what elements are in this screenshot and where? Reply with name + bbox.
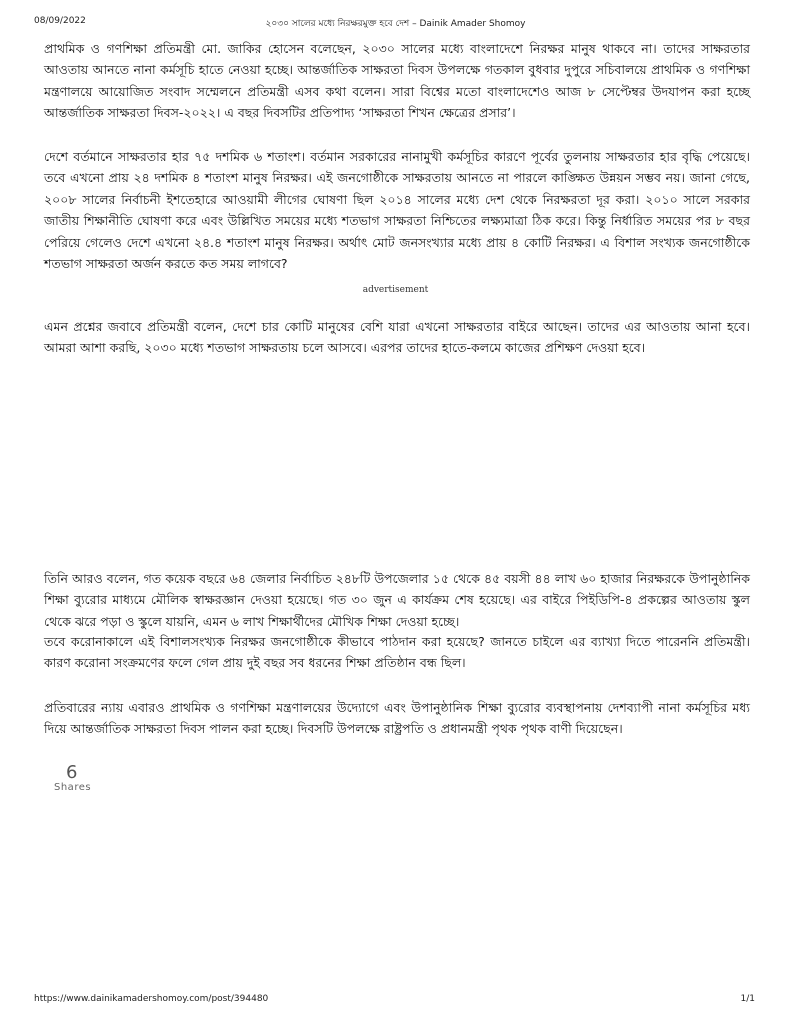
article-paragraph-1: প্রাথমিক ও গণশিক্ষা প্রতিমন্ত্রী মো. জাকির হোসেন বলেছেন, ২০৩০ সালের মধ্যে বাংলাদেশে নিরক্ষর মানুষ থাকবে না। তাদের সাক্ষরতার আওতায় আনতে নানা কর্মসূচি হাতে নেওয়া হচ্ছে। আন্তর্জাতিক সাক্ষরতা দিবস উপলক্ষে গতকাল বুধবার দুপুরে সচিবালয়ে প্রাথমিক ও গণশিক্ষা মন্ত্রণালয়ে আয়োজিত সংবাদ সম্মেলনে প্রতিমন্ত্রী এসব কথা বলেন। সারা বিশ্বের মতো বাংলাদেশেও আজ ৮ সেপ্টেম্বর উদযাপন করা হচ্ছে আন্তর্জাতিক সাক্ষরতা দিবস-২০২২। এ বছর দিবসটির প্রতিপাদ্য ‘সাক্ষরতা শিখন ক্ষেত্রের প্রসার’। [44,41,750,121]
page-title: ২০৩০ সালের মধ্যে নিরক্ষরমুক্ত হবে দেশ – Dainik Amader Shomoy [265,19,526,29]
article-paragraph-6: প্রতিবারের ন্যায় এবারও প্রাথমিক ও গণশিক্ষা মন্ত্রণালয়ের উদ্যোগে এবং উপানুষ্ঠানিক শিক্ষা ব্যুরোর ব্যবস্থাপনায় দেশব্যাপী নানা কর্মসূচির মধ্য দিয়ে আন্তর্জাতিক সাক্ষরতা দিবস পালন করা হচ্ছে। দিবসটি উপলক্ষে রাষ্ট্রপতি ও প্রধানমন্ত্রী পৃথক পৃথক বাণী দিয়েছেন। [44,700,750,737]
article-paragraph-2: দেশে বর্তমানে সাক্ষরতার হার ৭৫ দশমিক ৬ শতাংশ। বর্তমান সরকারের নানামুখী কর্মসূচির কারণে পূর্বের তুলনায় সাক্ষরতার হার বৃদ্ধি পেয়েছে। তবে এখনো প্রায় ২৪ দশমিক ৪ শতাংশ মানুষ নিরক্ষর। এই জনগোষ্ঠীকে সাক্ষরতায় আনতে না পারলে কাঙ্ক্ষিত উন্নয়ন সম্ভব নয়। জানা গেছে, ২০০৮ সালের নির্বাচনী ইশতেহারে আওয়ামী লীগের ঘোষণা ছিল ২০১৪ সালের মধ্যে দেশ থেকে নিরক্ষরতা দূর করা। ২০১০ সালে সরকার জাতীয় শিক্ষানীতি ঘোষণা করে এবং উল্লিখিত সময়ের মধ্যে শতভাগ সাক্ষরতা নিশ্চিতের লক্ষ্যমাত্রা ঠিক করে। কিন্তু নির্ধারিত সময়ের পর ৮ বছর পেরিয়ে গেলেও দেশে এখনো ২৪.৪ শতাংশ মানুষ নিরক্ষর। অর্থাৎ মোট জনসংখ্যার মধ্যে প্রায় ৪ কোটি নিরক্ষর। এ বিশাল সংখ্যক জনগোষ্ঠীকে শতভাগ সাক্ষরতা অর্জন করতে কত সময় লাগবে? [44,149,750,272]
article-paragraph-3: এমন প্রশ্নের জবাবে প্রতিমন্ত্রী বলেন, দেশে চার কোটি মানুষের বেশি যারা এখনো সাক্ষরতার বাইরে আছেন। তাদের এর আওতায় আনা হবে। আমরা আশা করছি, ২০৩০ মধ্যে শতভাগ সাক্ষরতায় চলে আসবে। এরপর তাদের হাতে-কলমে কাজের প্রশিক্ষণ দেওয়া হবে। [44,319,750,356]
share-label: Shares [54,782,92,793]
advertisement-label: advertisement [362,285,429,295]
page-number: 1/1 [740,994,755,1004]
page-url: https://www.dainikamadershomoy.com/post/394480 [34,994,269,1004]
article-paragraph-4: তিনি আরও বলেন, গত কয়েক বছরে ৬৪ জেলার নির্বাচিত ২৪৮টি উপজেলার ১৫ থেকে ৪৫ বয়সী ৪৪ লাখ ৬০ হাজার নিরক্ষরকে উপানুষ্ঠানিক শিক্ষা ব্যুরোর মাধ্যমে মৌলিক স্বাক্ষরজ্ঞান দেওয়া হয়েছে। গত ৩০ জুন এ কার্যক্রম শেষ হয়েছে। এর বাইরে পিইডিপি-৪ প্রকল্পের আওতায় স্কুল থেকে ঝরে পড়া ও স্কুলে যায়নি, এমন ৬ লাখ শিক্ষার্থীদের মৌখিক শিক্ষা দেওয়া হচ্ছে। [44,571,750,629]
article-paragraph-5: তবে করোনাকালে এই বিশালসংখ্যক নিরক্ষর জনগোষ্ঠীকে কীভাবে পাঠদান করা হয়েছে? জানতে চাইলে এর ব্যাখ্যা দিতে পারেননি প্রতিমন্ত্রী। কারণ করোনা সংক্রমণের ফলে গেল প্রায় দুই বছর সব ধরনের শিক্ষা প্রতিষ্ঠান বন্ধ ছিল। [44,634,750,671]
print-date: 08/09/2022 [34,16,86,26]
share-count[interactable]: 6 [66,762,78,783]
